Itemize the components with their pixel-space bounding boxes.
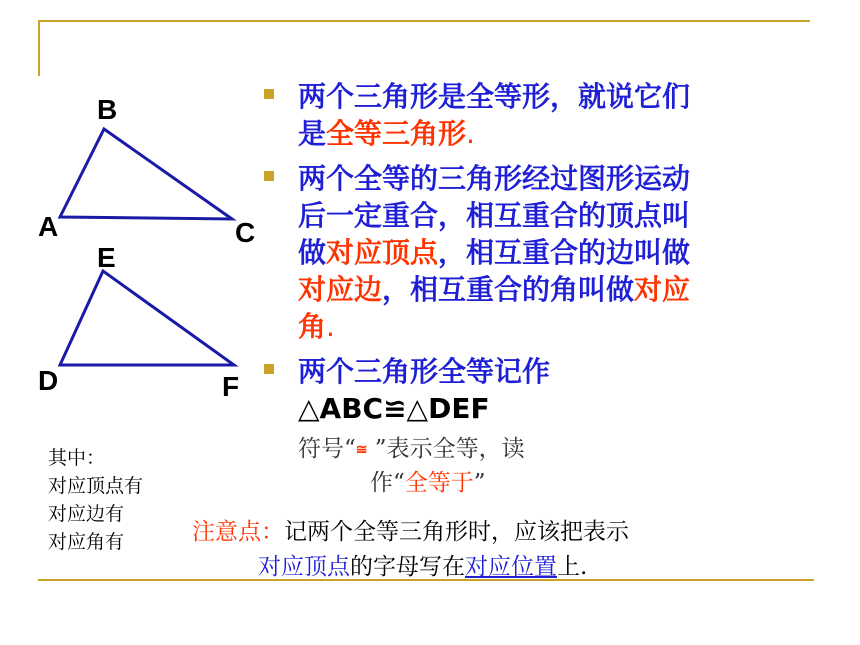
vertex-label-b: B: [97, 94, 118, 125]
bullet-text: 两个三角形是全等形，就说它们: [298, 80, 691, 113]
vertex-label-e: E: [97, 242, 116, 273]
congruence-symbol: ≅: [355, 442, 368, 458]
vertex-label-f: F: [222, 371, 240, 402]
term-corresponding-angles-end: 角: [298, 310, 327, 343]
attention-text: 记两个全等三角形时，应该把表示: [284, 519, 629, 545]
bullet-text: 做: [298, 236, 327, 269]
note-corresponding-sides: 对应边有: [48, 503, 125, 525]
congruence-notation: △ABC≌△DEF: [298, 392, 490, 425]
bullet-period: .: [466, 117, 475, 150]
bullet-period: .: [326, 310, 335, 343]
note-heading: 其中：: [48, 447, 106, 469]
bullet-list: [262, 78, 782, 435]
bullet-item-notation: [262, 353, 782, 427]
term-corresponding-angles: 对应: [634, 273, 691, 306]
attention-line2: [258, 548, 587, 581]
note-corresponding-vertices: 对应顶点有: [48, 475, 144, 497]
symbol-note-line1: [298, 430, 525, 463]
term-corresponding-vertices-note: 对应顶点: [258, 554, 350, 580]
triangle-abc: [60, 129, 232, 219]
triangle-def: [60, 271, 234, 365]
attention-label: 注意点：: [192, 519, 284, 545]
correspondence-note: [48, 444, 143, 556]
symbol-note-line2: [370, 464, 486, 497]
attention-text: 上.: [557, 554, 588, 580]
term-corresponding-vertices: 对应顶点: [326, 236, 439, 269]
term-corresponding-position: 对应位置: [465, 554, 557, 580]
term-corresponding-sides: 对应边: [298, 273, 383, 306]
symbol-note-text: ”表示全等，读: [367, 436, 525, 462]
bullet-square-icon: [264, 364, 274, 374]
bullet-text: ，相互重合的边叫做: [438, 236, 691, 269]
note-corresponding-angles: 对应角有: [48, 531, 125, 553]
attention-text: 的字母写在: [350, 554, 465, 580]
vertex-label-c: C: [235, 217, 256, 248]
term-congruent-triangles: 全等三角形: [326, 117, 467, 150]
vertex-label-d: D: [38, 365, 59, 396]
attention-line1: [192, 513, 629, 546]
symbol-note-text: ”: [473, 470, 486, 496]
bullet-square-icon: [264, 89, 274, 99]
bullet-text: 是: [298, 117, 327, 150]
bullet-text: 两个全等的三角形经过图形运动: [298, 162, 691, 195]
term-congruent-to: 全等于: [404, 470, 474, 496]
bullet-item-congruent-definition: [262, 78, 782, 152]
bullet-item-corresponding-parts: [262, 160, 782, 345]
bullet-text: ，相互重合的角叫做: [382, 273, 635, 306]
symbol-note-text: 符号“: [298, 436, 356, 462]
bullet-text: 后一定重合，相互重合的顶点叫: [298, 199, 691, 232]
bullet-text: 两个三角形全等记作: [298, 355, 551, 388]
vertex-label-a: A: [38, 211, 59, 242]
bullet-square-icon: [264, 171, 274, 181]
symbol-note-text: 作“: [370, 470, 405, 496]
